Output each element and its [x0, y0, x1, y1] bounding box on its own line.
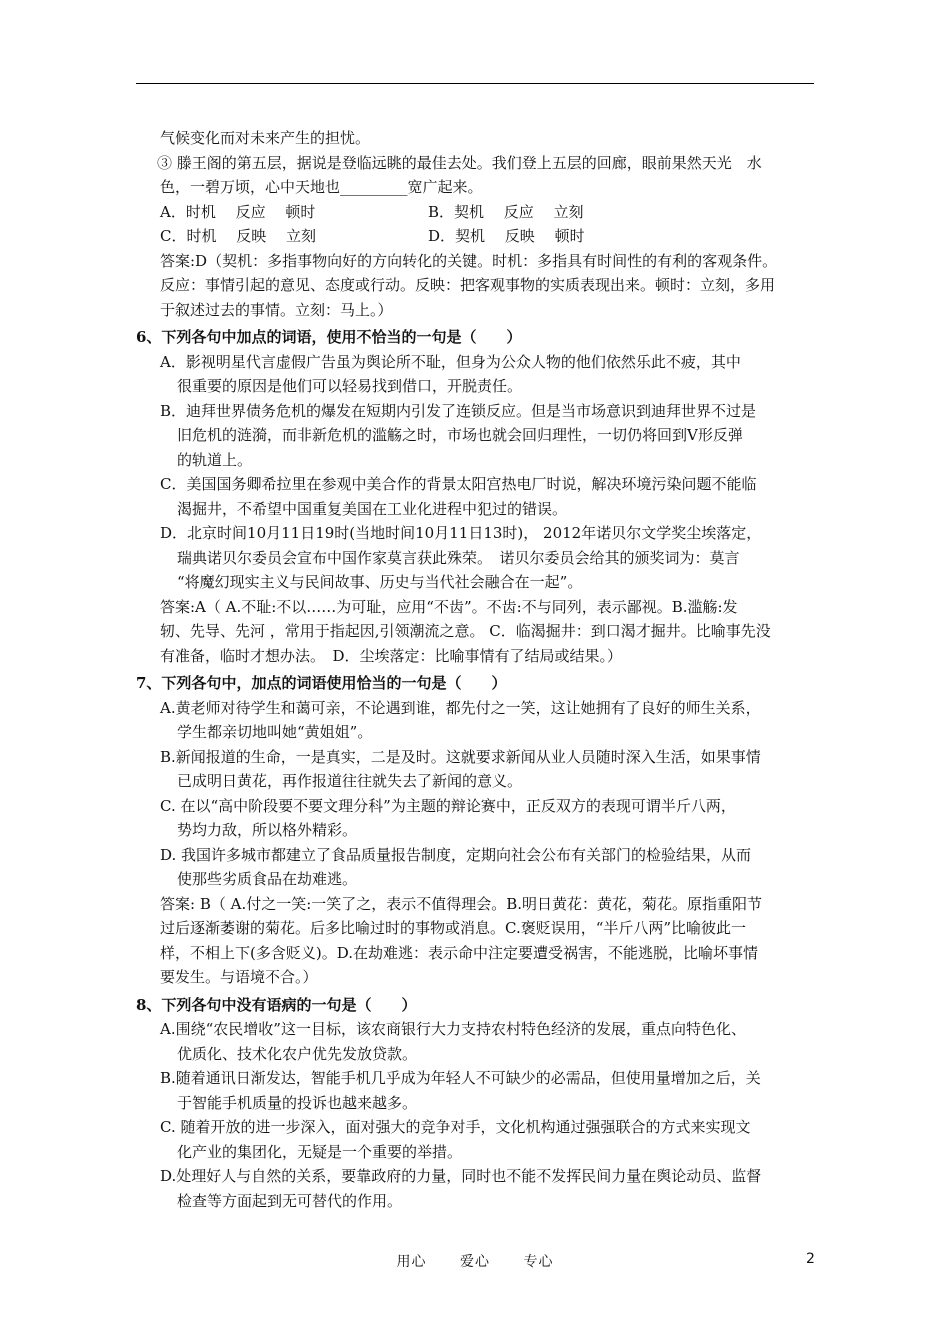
q7-option-c-l1: C. 在以“高中阶段要不要文理分科”为主题的辩论赛中，正反双方的表现可谓半斤八两，	[160, 796, 736, 815]
q7-answer-l1: 答案: B（ A.付之一笑:一笑了之，表示不值得理会。B.明日黄花：黄花，菊花。原指重阳节	[160, 894, 763, 913]
prev-item-sentence3-l1: ③ 滕王阁的第五层，据说是登临远眺的最佳去处。我们登上五层的回廊，眼前果然天光 水	[157, 153, 762, 172]
option-a: A．时机 反应 顿时	[160, 202, 316, 221]
q8-option-c-l2: 化产业的集团化，无疑是一个重要的举措。	[177, 1142, 463, 1161]
page-content	[136, 126, 820, 1213]
q6-answer-l1: 答案:A（ A.不耻:不以……为可耻，应用“不齿”。不齿:不与同列，表示鄙视。B.滥觞:发	[160, 597, 738, 616]
option-d: D．契机 反映 顿时	[428, 227, 585, 245]
q6-option-d-l1: D．北京时间10月11日19时(当地时间10月11日13时)， 2012年诺贝尔文学奖尘埃落定，	[160, 524, 762, 542]
prev-answer-l3: 于叙述过去的事情。立刻：马上。）	[160, 300, 393, 319]
q6-option-b-l1: B．迪拜世界债务危机的爆发在短期内引发了连锁反应。但是当市场意识到迪拜世界不过是	[160, 401, 757, 420]
q8-option-c-l1: C. 随着开放的进一步深入，面对强大的竞争对手，文化机构通过强强联合的方式来实现文	[160, 1118, 751, 1136]
q7-answer-l3: 样，不相上下(多含贬义)。D.在劫难逃：表示命中注定要遭受祸害，不能逃脱，比喻坏事情	[160, 943, 758, 962]
q8-option-b-l2: 于智能手机质量的投诉也越来越多。	[177, 1093, 418, 1112]
q7-option-a-l2: 学生都亲切地叫她“黄姐姐”。	[177, 723, 373, 741]
q7-answer-l2: 过后逐渐萎谢的菊花。后多比喻过时的事物或消息。C.褒贬误用，“半斤八两”比喻彼此一	[160, 919, 747, 937]
q7-option-b-l2: 已成明日黄花，再作报道往往就失去了新闻的意义。	[177, 772, 523, 790]
q6-option-c-l2: 渴掘井，不希望中国重复美国在工业化进程中犯过的错误。	[177, 499, 568, 518]
footer-word-1: 用心	[396, 1254, 427, 1270]
q6-answer-l2: 轫、先导、先河 ，常用于指起因,引领潮流之意。 C．临渴掘井：到口渴才掘井。比喻事先没	[160, 622, 771, 640]
header-rule	[136, 83, 814, 84]
footer-word-3: 专心	[523, 1254, 554, 1270]
q6-option-d-l2: 瑞典诺贝尔委员会宣布中国作家莫言获此殊荣。 诺贝尔委员会给其的颁奖词为：莫言	[177, 548, 740, 567]
q6-option-b-l2: 旧危机的涟漪，而非新危机的滥觞之时，市场也就会回归理性，一切仍将回到Ⅴ形反弹	[177, 426, 743, 444]
q7-option-d-l2: 使那些劣质食品在劫难逃。	[177, 870, 358, 888]
q7-option-b-l1: B.新闻报道的生命，一是真实，二是及时。这就要求新闻从业人员随时深入生活，如果事情	[160, 747, 761, 766]
prev-item-cont: 气候变化而对未来产生的担忧。	[160, 129, 371, 147]
q6-option-d-l3: “将魔幻现实主义与民间故事、历史与当代社会融合在一起”。	[177, 573, 583, 591]
q8-option-d-l2: 检查等方面起到无可替代的作用。	[177, 1191, 403, 1210]
q7-answer-l4: 要发生。与语境不合。）	[160, 968, 318, 986]
q8-option-a-l2: 优质化、技术化农户优先发放贷款。	[177, 1044, 418, 1063]
q8-option-d-l1: D.处理好人与自然的关系，要靠政府的力量，同时也不能不发挥民间力量在舆论动员、监督	[160, 1167, 762, 1185]
prev-item-options-row2	[160, 224, 820, 249]
footer-word-2: 爱心	[460, 1254, 490, 1270]
option-b: B．契机 反应 立刻	[428, 202, 584, 221]
q6-option-a-l2: 很重要的原因是他们可以轻易找到借口，开脱责任。	[177, 377, 523, 395]
q7-option-a-l1: A.黄老师对待学生和蔼可亲，不论遇到谁，都先付之一笑，这让她拥有了良好的师生关系，	[160, 698, 761, 717]
q6-option-a-l1: A．影视明星代言虚假广告虽为舆论所不耻，但身为公众人物的他们依然乐此不疲，其中	[160, 352, 741, 371]
q6-option-c-l1: C．美国国务卿希拉里在参观中美合作的背景太阳宫热电厂时说，解决环境污染问题不能临	[160, 475, 757, 493]
q8-option-b-l1: B.随着通讯日渐发达，智能手机几乎成为年轻人不可缺少的必需品，但使用量增加之后，关	[160, 1069, 761, 1087]
question-8-title: 8、下列各句中没有语病的一句是（ ）	[136, 995, 417, 1014]
q7-option-d-l1: D. 我国许多城市都建立了食品质量报告制度，定期向社会公布有关部门的检验结果，从而	[160, 845, 752, 864]
prev-item-options-row1	[160, 200, 820, 225]
option-c: C．时机 反映 立刻	[160, 227, 317, 245]
q6-answer-l3: 有准备，临时才想办法。 D．尘埃落定：比喻事情有了结局或结果。）	[160, 646, 623, 665]
question-6-title: 6、下列各句中加点的词语，使用不恰当的一句是（ ）	[136, 328, 522, 346]
page-number: 2	[806, 1251, 815, 1267]
prev-answer-l1: 答案:D（契机：多指事物向好的方向转化的关键。时机：多指具有时间性的有利的客观条件。	[160, 251, 778, 270]
q6-option-b-l3: 的轨道上。	[177, 450, 253, 469]
prev-item-sentence3-l2: 色，一碧万顷，心中天地也_________宽广起来。	[160, 178, 483, 196]
q7-option-c-l2: 势均力敌，所以格外精彩。	[177, 821, 358, 839]
question-7-title: 7、下列各句中，加点的词语使用恰当的一句是（ ）	[136, 674, 507, 692]
q8-option-a-l1: A.围绕“农民增收”这一目标，该农商银行大力支持农村特色经济的发展，重点向特色化、	[160, 1020, 746, 1038]
prev-answer-l2: 反应：事情引起的意见、态度或行动。反映：把客观事物的实质表现出来。顿时：立刻，多用	[160, 276, 776, 294]
